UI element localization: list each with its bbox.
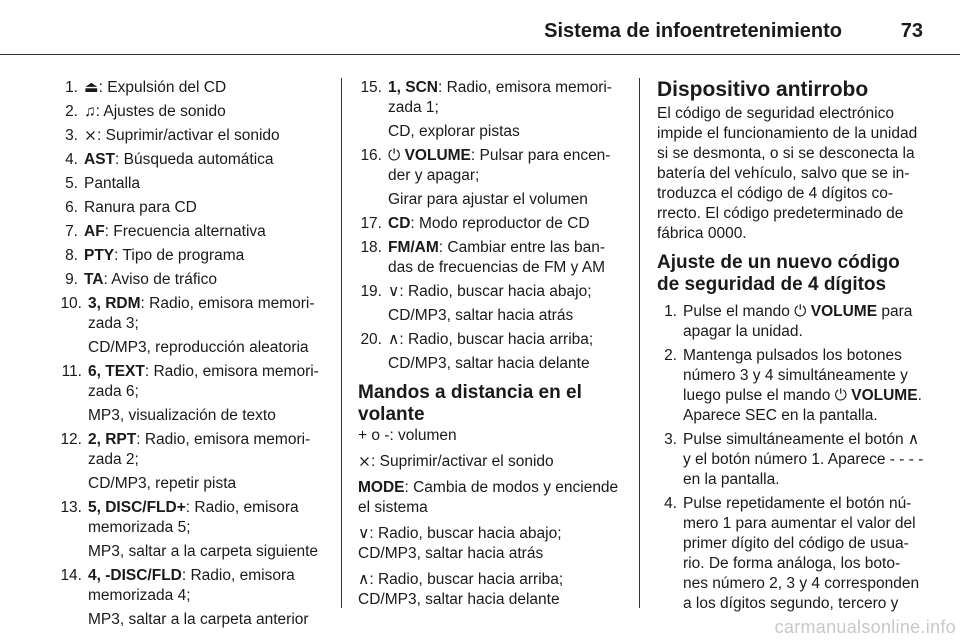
item-text	[388, 78, 626, 118]
controls-list-column-1	[58, 78, 328, 634]
item-description: Ranura para CD	[84, 199, 197, 216]
remote-controls-heading: Mandos a distancia en el volante	[358, 382, 582, 425]
control-label: TA	[84, 271, 104, 288]
item-description: : Radio, buscar hacia abajo;	[399, 283, 592, 300]
item-description: : Radio, buscar hacia arriba;	[399, 331, 594, 348]
item-subtext: Girar para ajustar el volumen	[388, 191, 588, 208]
item-text	[84, 270, 328, 290]
item-number: 8.	[65, 247, 78, 264]
chevron-down-icon: ∨	[358, 525, 370, 542]
list-item	[58, 294, 328, 334]
list-item	[58, 102, 328, 122]
item-number: 10.	[60, 295, 82, 312]
item-subtext: MP3, saltar a la carpeta anterior	[88, 611, 309, 628]
item-number: 5.	[65, 175, 78, 192]
item-description: : Radio, emisora memorizada 4;	[88, 567, 295, 604]
item-text	[388, 214, 626, 234]
list-item	[58, 198, 328, 218]
control-label: VOLUME	[806, 303, 878, 320]
remote-mode: MODE: Cambia de modos y enciende el sistema	[358, 479, 619, 516]
item-number: 11.	[61, 363, 82, 380]
controls-list-column-2	[358, 78, 626, 616]
item-description: : Ajustes de sonido	[95, 103, 226, 120]
control-icon: ♫	[84, 103, 96, 120]
header-divider	[0, 54, 960, 55]
item-text	[84, 150, 328, 170]
item-text	[84, 102, 328, 122]
step-part: Pulse repetidamente el botón nú-mero 1 para aumentar el valor del primer dígito del código de usua-rio. De forma análoga, los boto-nes número 2, 3 y 4 corresponden a los dígitos segundo, tercero y	[683, 495, 920, 612]
item-description: : Modo reproductor de CD	[410, 215, 590, 232]
list-item	[358, 214, 626, 234]
remote-volume: + o -: volumen	[358, 427, 457, 444]
list-item	[58, 78, 328, 98]
step-item	[657, 302, 925, 342]
item-description: : Búsqueda automática	[115, 151, 274, 168]
item-description: : Radio, emisora memori-zada 3;	[88, 295, 315, 332]
control-icon: ⏻	[834, 387, 847, 404]
control-icon: ∨	[388, 283, 400, 300]
step-part: y el botón número 1. Aparece - - - - en la pantalla.	[683, 451, 924, 488]
step-part: . Aparece SEC en la pantalla.	[683, 387, 922, 424]
item-description: : Radio, emisora memori-zada 6;	[88, 363, 319, 400]
item-number: 13.	[60, 499, 82, 516]
item-text	[84, 222, 328, 242]
item-number: 7.	[65, 223, 78, 240]
item-description: : Radio, emisora memori-zada 1;	[388, 79, 612, 116]
list-item	[58, 362, 328, 402]
control-icon: ⏻	[388, 147, 401, 164]
list-item	[358, 282, 626, 302]
page-number: 73	[900, 20, 923, 42]
step-text	[683, 302, 925, 342]
anti-theft-column	[657, 78, 925, 618]
item-subtext: MP3, saltar a la carpeta siguiente	[88, 543, 319, 560]
item-text	[388, 238, 626, 278]
step-text	[683, 346, 925, 426]
watermark: carmanualsonline.info	[774, 617, 956, 637]
item-number: 14.	[60, 567, 82, 584]
step-part: Mantenga pulsados los botones número 3 y 4 simultáneamente y luego pulse el mando	[683, 347, 908, 404]
item-description: Pantalla	[84, 175, 141, 192]
control-label: FM/AM	[388, 239, 439, 256]
item-text	[84, 126, 328, 146]
remote-mute: ⨯: Suprimir/activar el sonido	[358, 453, 554, 470]
item-subtext: MP3, visualización de texto	[88, 407, 276, 424]
control-label: VOLUME	[846, 387, 918, 404]
chevron-up-icon: ∧	[358, 571, 370, 588]
item-description: : Pulsar para encen-der y apagar;	[388, 147, 611, 184]
column-divider-1	[341, 78, 342, 608]
column-divider-2	[639, 78, 640, 608]
item-text	[84, 198, 328, 218]
page-title: Sistema de infoentretenimiento	[544, 20, 842, 42]
control-icon: ∧	[907, 431, 920, 448]
list-item	[58, 126, 328, 146]
item-number: 6.	[65, 199, 78, 216]
control-label: 1, SCN	[388, 79, 438, 96]
list-item	[358, 330, 626, 350]
item-text	[388, 330, 626, 350]
item-description: : Suprimir/activar el sonido	[97, 127, 280, 144]
step-number: 3.	[664, 431, 677, 448]
step-text	[683, 430, 925, 490]
item-number: 16.	[360, 147, 382, 164]
step-number: 1.	[664, 303, 677, 320]
item-number: 17.	[360, 215, 382, 232]
item-text	[84, 246, 328, 266]
item-number: 9.	[65, 271, 78, 288]
control-icon: ∧	[388, 331, 400, 348]
item-description: : Expulsión del CD	[98, 79, 227, 96]
step-part: Pulse simultáneamente el botón	[683, 431, 908, 448]
item-number: 18.	[360, 239, 382, 256]
step-number: 2.	[664, 347, 677, 364]
list-item	[58, 174, 328, 194]
item-text	[388, 146, 626, 186]
item-subtext: CD/MP3, repetir pista	[88, 475, 237, 492]
anti-theft-intro: El código de seguridad electrónico impide el funcionamiento de la unidad si se desmonta, o si se desconecta la batería del vehículo, salvo que se in-troduzca el código de 4 dígitos co-rrecto. El código predeterminado de fábrica 0000.	[657, 105, 918, 242]
list-item	[58, 270, 328, 290]
item-text	[88, 294, 328, 334]
new-code-subtitle: Ajuste de un nuevo código de seguridad de 4 dígitos	[657, 252, 900, 295]
item-subtext: CD, explorar pistas	[388, 123, 520, 140]
item-number: 4.	[65, 151, 78, 168]
list-item	[58, 430, 328, 470]
control-icon: ⏻	[794, 303, 807, 320]
item-description: : Tipo de programa	[114, 247, 245, 264]
step-text	[683, 494, 925, 614]
item-description: : Frecuencia alternativa	[104, 223, 266, 240]
item-number: 19.	[360, 283, 382, 300]
control-label: 2, RPT	[88, 431, 137, 448]
anti-theft-title: Dispositivo antirrobo	[657, 78, 869, 101]
step-item	[657, 430, 925, 490]
item-description: : Radio, emisora memorizada 5;	[88, 499, 299, 536]
list-item	[58, 150, 328, 170]
list-item	[58, 498, 328, 538]
control-label: 5, DISC/FLD+	[88, 499, 186, 516]
control-icon: ⨯	[84, 127, 97, 144]
control-label: 3, RDM	[88, 295, 141, 312]
list-item	[58, 566, 328, 606]
remote-seek-down: ∨: Radio, buscar hacia abajo; CD/MP3, saltar hacia atrás	[358, 525, 562, 562]
control-label: CD	[388, 215, 411, 232]
list-item	[58, 222, 328, 242]
control-label: 4, -DISC/FLD	[88, 567, 182, 584]
item-number: 3.	[65, 127, 78, 144]
list-item	[358, 238, 626, 278]
item-subtext: CD/MP3, reproducción aleatoria	[88, 339, 309, 356]
item-text	[88, 566, 328, 606]
mute-icon: ⨯	[358, 453, 371, 470]
item-number: 15.	[360, 79, 382, 96]
list-item	[358, 78, 626, 118]
control-label: AF	[84, 223, 105, 240]
step-number: 4.	[664, 495, 677, 512]
item-text	[84, 78, 328, 98]
item-text	[88, 430, 328, 470]
list-item	[58, 246, 328, 266]
remote-seek-up: ∧: Radio, buscar hacia arriba; CD/MP3, saltar hacia delante	[358, 571, 564, 608]
item-number: 12.	[60, 431, 82, 448]
item-subtext: CD/MP3, saltar hacia delante	[388, 355, 590, 372]
item-description: : Cambiar entre las ban-das de frecuencias de FM y AM	[388, 239, 606, 276]
item-number: 2.	[65, 103, 78, 120]
item-text	[88, 498, 328, 538]
list-item	[358, 146, 626, 186]
item-number: 20.	[360, 331, 382, 348]
control-label: PTY	[84, 247, 115, 264]
item-description: : Radio, emisora memori-zada 2;	[88, 431, 311, 468]
control-icon: ⏏	[84, 79, 99, 96]
item-text	[388, 282, 626, 302]
step-item	[657, 346, 925, 426]
control-label: VOLUME	[404, 147, 471, 164]
page-header	[0, 20, 960, 56]
item-subtext: CD/MP3, saltar hacia atrás	[388, 307, 574, 324]
item-text	[84, 174, 328, 194]
item-number: 1.	[65, 79, 78, 96]
control-label: 6, TEXT	[88, 363, 145, 380]
control-label: AST	[84, 151, 115, 168]
step-part: para apagar la unidad.	[683, 303, 913, 340]
item-description: : Aviso de tráfico	[103, 271, 217, 288]
step-item	[657, 494, 925, 614]
item-text	[88, 362, 328, 402]
step-part: Pulse el mando	[683, 303, 795, 320]
